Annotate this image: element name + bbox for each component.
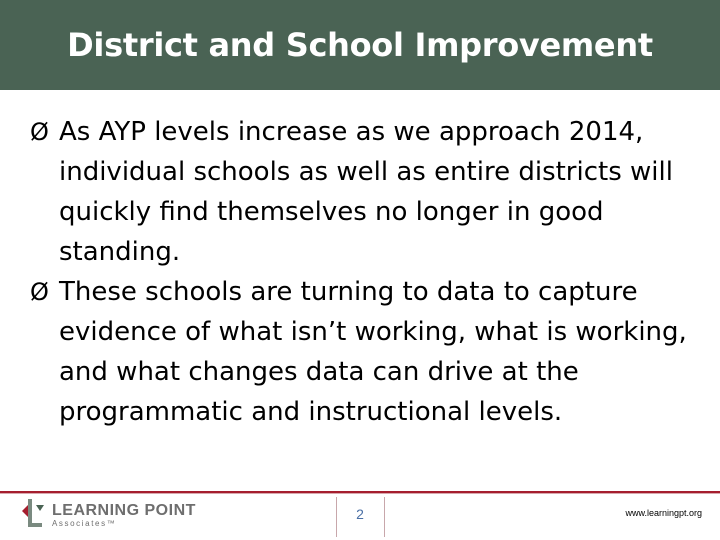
bullet-text: As AYP levels increase as we approach 2014, individual schools as well as entire districts will quickly find themselves no longer in good standing. bbox=[59, 117, 673, 267]
page-number-left-divider bbox=[336, 497, 337, 537]
logo-mark-icon bbox=[18, 497, 46, 533]
slide-title-bar bbox=[0, 0, 720, 90]
bullet-list bbox=[30, 112, 702, 432]
logo-main-text: LEARNING POINT bbox=[52, 501, 196, 519]
logo-sub-text: Associates bbox=[52, 518, 107, 528]
bullet-text: These schools are turning to data to capture evidence of what isn’t working, what is working, and what changes data can drive at the programmatic and instructional levels. bbox=[59, 277, 687, 427]
bullet-item bbox=[30, 112, 702, 272]
page-number: 2 bbox=[356, 506, 364, 522]
learning-point-logo bbox=[18, 497, 196, 533]
slide-title: District and School Improvement bbox=[67, 26, 653, 64]
website-url: www.learningpt.org bbox=[625, 508, 702, 518]
page-number-right-divider bbox=[384, 497, 385, 537]
logo-sub-line bbox=[52, 519, 196, 529]
logo-wordmark bbox=[52, 502, 196, 529]
logo-trademark: ™ bbox=[106, 518, 117, 528]
footer-divider-shadow bbox=[0, 493, 720, 494]
arrow-bullet-icon: Ø bbox=[30, 118, 49, 146]
bullet-item bbox=[30, 272, 702, 432]
arrow-bullet-icon: Ø bbox=[30, 278, 49, 306]
